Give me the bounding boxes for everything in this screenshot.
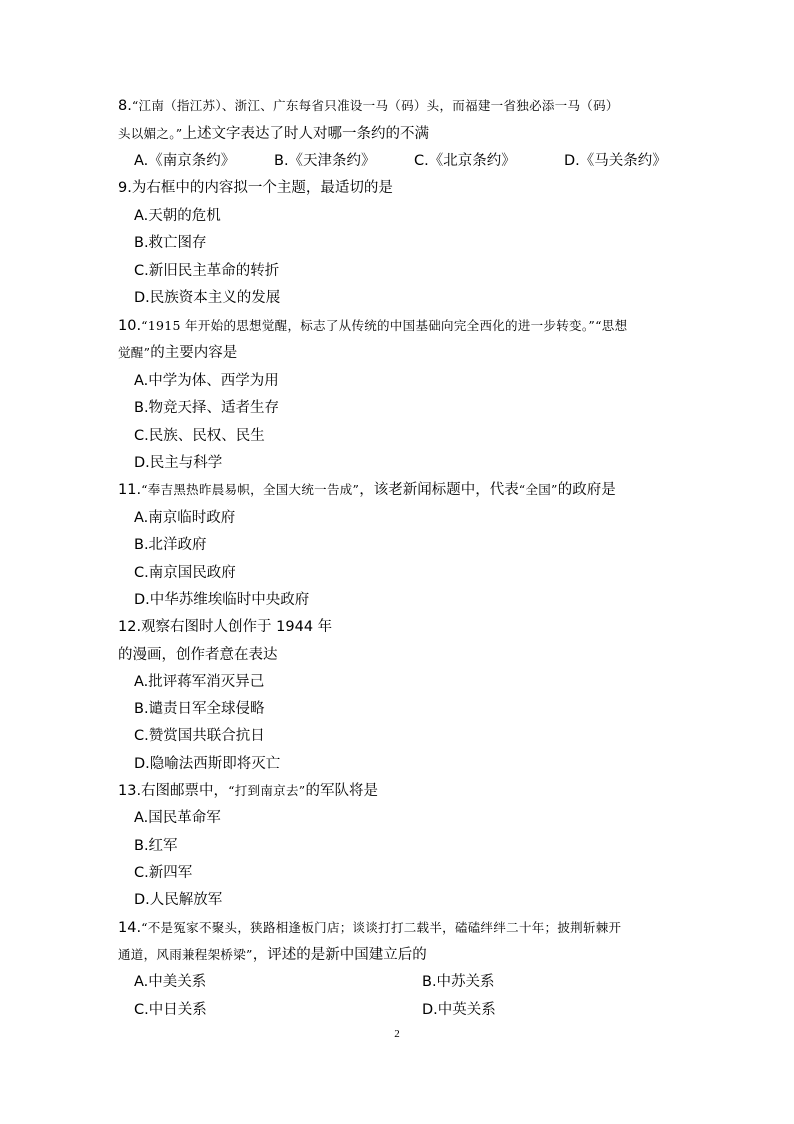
question-quote: 头以媚之。” bbox=[118, 126, 183, 141]
option-9b[interactable]: B.救亡图存 bbox=[134, 235, 207, 251]
option-14b[interactable]: B.中苏关系 bbox=[422, 974, 495, 990]
option-12d[interactable]: D.隐喻法西斯即将灭亡 bbox=[134, 756, 281, 772]
option-13a[interactable]: A.国民革命军 bbox=[134, 810, 221, 826]
question-stem: 的主要内容是 bbox=[150, 345, 238, 361]
question-9 bbox=[118, 178, 393, 198]
question-number: 8. bbox=[118, 98, 132, 114]
option-14a[interactable]: A.中美关系 bbox=[134, 974, 207, 990]
question-number: 11. bbox=[118, 482, 142, 498]
question-stem: 为右框中的内容拟一个主题，最适切的是 bbox=[131, 180, 393, 196]
question-stem: 的漫画，创作者意在表达 bbox=[118, 647, 278, 663]
question-11 bbox=[118, 480, 616, 500]
question-8-line1 bbox=[118, 96, 619, 116]
option-11a[interactable]: A.南京临时政府 bbox=[134, 510, 236, 526]
option-8b[interactable]: B.《天津条约》 bbox=[274, 153, 376, 169]
option-10c[interactable]: C.民族、民权、民生 bbox=[134, 428, 265, 444]
question-quote: 觉醒” bbox=[118, 345, 151, 360]
question-10-line2 bbox=[118, 343, 237, 363]
option-10b[interactable]: B.物竞天择、适者生存 bbox=[134, 400, 280, 416]
question-14-line1 bbox=[118, 918, 621, 938]
question-quote: “打到南京去” bbox=[228, 783, 306, 798]
page-number: 2 bbox=[394, 1028, 400, 1040]
question-12-line1 bbox=[118, 617, 332, 637]
option-11c[interactable]: C.南京国民政府 bbox=[134, 565, 236, 581]
question-stem: 右图邮票中， bbox=[141, 783, 229, 799]
question-12-line2 bbox=[118, 645, 278, 665]
option-13d[interactable]: D.人民解放军 bbox=[134, 892, 223, 908]
question-10-line1 bbox=[118, 316, 627, 336]
option-12a[interactable]: A.批评蒋军消灭异己 bbox=[134, 674, 265, 690]
question-8-line2 bbox=[118, 124, 429, 144]
option-13c[interactable]: C.新四军 bbox=[134, 865, 193, 881]
question-stem: 上述文字表达了时人对哪一条约的不满 bbox=[182, 126, 429, 142]
option-9c[interactable]: C.新旧民主革命的转折 bbox=[134, 263, 280, 279]
question-stem: ，评述的是新中国建立后的 bbox=[252, 947, 427, 963]
option-11d[interactable]: D.中华苏维埃临时中央政府 bbox=[134, 592, 310, 608]
option-9d[interactable]: D.民族资本主义的发展 bbox=[134, 290, 281, 306]
question-number: 14. bbox=[118, 920, 142, 936]
option-9a[interactable]: A.天朝的危机 bbox=[134, 208, 221, 224]
question-stem: ，该老新闻标题中，代表 bbox=[359, 482, 519, 498]
option-8a[interactable]: A.《南京条约》 bbox=[134, 153, 236, 169]
question-quote: “1915 年开始的思想觉醒，标志了从传统的中国基础向完全西化的进一步转变。”“思想 bbox=[141, 318, 628, 333]
option-12c[interactable]: C.赞赏国共联合抗日 bbox=[134, 728, 265, 744]
question-quote: 通道，风雨兼程架桥梁” bbox=[118, 947, 253, 962]
question-14-line2 bbox=[118, 945, 427, 965]
option-8d[interactable]: D.《马关条约》 bbox=[564, 153, 667, 169]
question-stem-2: 的军队将是 bbox=[305, 783, 378, 799]
question-quote-2: “全国” bbox=[518, 482, 558, 497]
question-stem: 观察右图时人创作于 1944 年 bbox=[141, 619, 333, 635]
question-stem-2: 的政府是 bbox=[557, 482, 616, 498]
question-number: 9. bbox=[118, 180, 132, 196]
question-13 bbox=[118, 781, 378, 801]
option-14c[interactable]: C.中日关系 bbox=[134, 1002, 207, 1018]
option-10d[interactable]: D.民主与科学 bbox=[134, 455, 223, 471]
option-13b[interactable]: B.红军 bbox=[134, 838, 178, 854]
option-10a[interactable]: A.中学为体、西学为用 bbox=[134, 373, 279, 389]
question-quote: “江南（指江苏）、浙江、广东每省只准设一马（码）头，而福建一省独必添一马（码） bbox=[131, 98, 619, 113]
option-11b[interactable]: B.北洋政府 bbox=[134, 537, 207, 553]
question-number: 13. bbox=[118, 783, 142, 799]
option-12b[interactable]: B.谴责日军全球侵略 bbox=[134, 701, 265, 717]
question-number: 12. bbox=[118, 619, 142, 635]
option-14d[interactable]: D.中英关系 bbox=[422, 1002, 496, 1018]
question-quote: “奉吉黑热昨晨易帜，全国大统一告成” bbox=[141, 482, 360, 497]
question-quote: “不是冤家不聚头，狭路相逢板门店；谈谈打打二载半，磕磕绊绊二十年；披荆斩棘开 bbox=[141, 920, 622, 935]
option-8c[interactable]: C.《北京条约》 bbox=[414, 153, 516, 169]
question-number: 10. bbox=[118, 318, 142, 334]
